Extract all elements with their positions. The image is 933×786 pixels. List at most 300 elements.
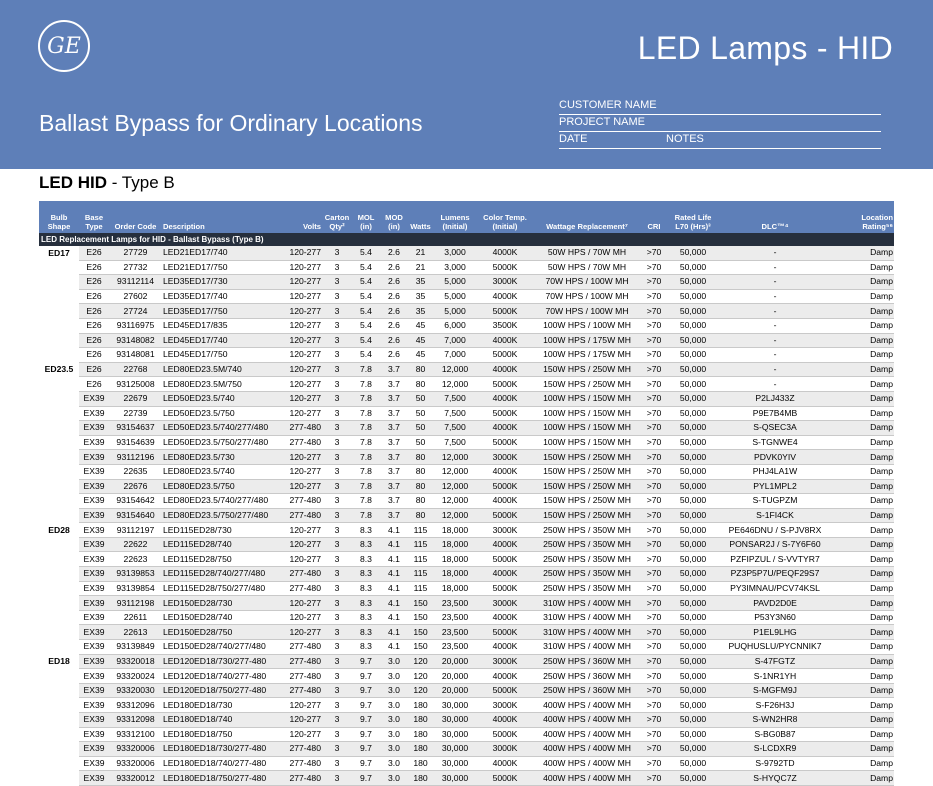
customer-name-field[interactable] xyxy=(559,98,881,115)
table-cell: 120-277 xyxy=(280,698,322,713)
table-cell: 2.6 xyxy=(380,333,408,348)
table-cell: 30,000 xyxy=(433,742,477,757)
table-cell: 3.7 xyxy=(380,479,408,494)
table-cell: Damp xyxy=(831,537,894,552)
table-cell: 8.3 xyxy=(352,625,380,640)
table-cell: 5000K xyxy=(477,625,533,640)
table-cell: 3 xyxy=(322,713,352,728)
table-cell: >70 xyxy=(641,304,667,319)
table-cell: 120-277 xyxy=(280,610,322,625)
table-cell: 3.0 xyxy=(380,698,408,713)
bulb-shape-cell xyxy=(39,421,79,436)
table-cell: S-9792TD xyxy=(719,756,831,771)
table-cell: 7,000 xyxy=(433,348,477,363)
table-cell: 3 xyxy=(322,464,352,479)
table-cell: 7.8 xyxy=(352,450,380,465)
table-row xyxy=(39,348,894,363)
table-row xyxy=(39,391,894,406)
table-row xyxy=(39,333,894,348)
table-row xyxy=(39,610,894,625)
table-cell: 50,000 xyxy=(667,537,719,552)
table-cell: 250W HPS / 350W MH xyxy=(533,567,641,582)
table-cell: 115 xyxy=(408,523,433,538)
table-cell: 50,000 xyxy=(667,523,719,538)
table-cell: 80 xyxy=(408,494,433,509)
table-cell: 93154642 xyxy=(109,494,162,509)
table-cell: 7.8 xyxy=(352,508,380,523)
table-cell: 50,000 xyxy=(667,610,719,625)
table-cell: 250W HPS / 360W MH xyxy=(533,654,641,669)
table-cell: 3 xyxy=(322,304,352,319)
table-cell: - xyxy=(719,260,831,275)
bulb-shape-cell xyxy=(39,742,79,757)
col-header: MOL (in) xyxy=(352,201,380,233)
table-cell: 5000K xyxy=(477,348,533,363)
table-cell: 120-277 xyxy=(280,333,322,348)
table-cell: Damp xyxy=(831,698,894,713)
table-row xyxy=(39,654,894,669)
table-cell: 7.8 xyxy=(352,362,380,377)
table-cell: 12,000 xyxy=(433,479,477,494)
table-cell: 4000K xyxy=(477,494,533,509)
table-cell: 115 xyxy=(408,552,433,567)
bulb-shape-cell: ED17 xyxy=(39,246,79,260)
table-cell: 3 xyxy=(322,596,352,611)
table-cell: 3 xyxy=(322,348,352,363)
table-cell: - xyxy=(719,362,831,377)
table-cell: LED150ED28/740 xyxy=(162,610,280,625)
bulb-shape-cell xyxy=(39,304,79,319)
table-cell: Damp xyxy=(831,362,894,377)
table-cell: 22676 xyxy=(109,479,162,494)
table-cell: 100W HPS / 150W MH xyxy=(533,435,641,450)
table-cell: LED180ED18/750 xyxy=(162,727,280,742)
table-cell: 5.4 xyxy=(352,260,380,275)
table-cell: - xyxy=(719,377,831,392)
table-cell: 120-277 xyxy=(280,479,322,494)
ge-logo xyxy=(38,20,90,72)
table-cell: LED115ED28/750 xyxy=(162,552,280,567)
table-cell: 5000K xyxy=(477,771,533,786)
table-cell: 3 xyxy=(322,450,352,465)
table-row xyxy=(39,567,894,582)
table-cell: 93312098 xyxy=(109,713,162,728)
table-cell: 180 xyxy=(408,698,433,713)
table-cell: 35 xyxy=(408,275,433,290)
table-cell: LED80ED23.5/750/277/480 xyxy=(162,508,280,523)
table-cell: EX39 xyxy=(79,727,109,742)
table-cell: P9E7B4MB xyxy=(719,406,831,421)
table-cell: 12,000 xyxy=(433,508,477,523)
table-cell: 250W HPS / 350W MH xyxy=(533,537,641,552)
table-cell: 3 xyxy=(322,406,352,421)
table-cell: >70 xyxy=(641,464,667,479)
table-cell: Damp xyxy=(831,756,894,771)
table-cell: 4000K xyxy=(477,464,533,479)
table-cell: 50,000 xyxy=(667,654,719,669)
table-cell: 5000K xyxy=(477,683,533,698)
table-cell: 6,000 xyxy=(433,318,477,333)
table-cell: LED80ED23.5/750 xyxy=(162,479,280,494)
table-cell: 2.6 xyxy=(380,348,408,363)
table-cell: 120-277 xyxy=(280,275,322,290)
table-cell: 93154637 xyxy=(109,421,162,436)
table-cell: 12,000 xyxy=(433,464,477,479)
table-cell: 250W HPS / 350W MH xyxy=(533,552,641,567)
table-cell: 12,000 xyxy=(433,362,477,377)
table-cell: 120-277 xyxy=(280,304,322,319)
table-cell: 50 xyxy=(408,435,433,450)
table-cell: 80 xyxy=(408,479,433,494)
table-cell: 120-277 xyxy=(280,537,322,552)
table-cell: 22623 xyxy=(109,552,162,567)
table-cell: 50,000 xyxy=(667,318,719,333)
table-cell: 8.3 xyxy=(352,610,380,625)
table-cell: 3 xyxy=(322,742,352,757)
table-cell: PE646DNU / S-PJV8RX xyxy=(719,523,831,538)
table-cell: Damp xyxy=(831,567,894,582)
table-row xyxy=(39,450,894,465)
table-cell: 3000K xyxy=(477,742,533,757)
col-header: Order Code xyxy=(109,201,162,233)
table-cell: >70 xyxy=(641,625,667,640)
table-cell: EX39 xyxy=(79,669,109,684)
table-cell: Damp xyxy=(831,596,894,611)
table-cell: 5000K xyxy=(477,508,533,523)
table-row xyxy=(39,246,894,260)
table-cell: 4000K xyxy=(477,391,533,406)
table-cell: >70 xyxy=(641,771,667,786)
table-cell: Damp xyxy=(831,683,894,698)
table-cell: 50,000 xyxy=(667,450,719,465)
table-cell: 5000K xyxy=(477,581,533,596)
table-cell: >70 xyxy=(641,567,667,582)
table-cell: Damp xyxy=(831,333,894,348)
col-header: CRI xyxy=(641,201,667,233)
section-title-rest: - Type B xyxy=(107,173,175,192)
bulb-shape-cell: ED28 xyxy=(39,523,79,538)
table-cell: EX39 xyxy=(79,523,109,538)
bulb-shape-cell xyxy=(39,508,79,523)
table-cell: 120-277 xyxy=(280,377,322,392)
table-cell: 93320012 xyxy=(109,771,162,786)
table-cell: E26 xyxy=(79,333,109,348)
table-cell: >70 xyxy=(641,683,667,698)
project-name-field[interactable] xyxy=(559,115,881,132)
table-cell: 23,500 xyxy=(433,640,477,655)
table-cell: 7.8 xyxy=(352,421,380,436)
table-cell: 3 xyxy=(322,669,352,684)
table-cell: 310W HPS / 400W MH xyxy=(533,610,641,625)
table-cell: 150W HPS / 250W MH xyxy=(533,494,641,509)
table-cell: 50,000 xyxy=(667,552,719,567)
table-cell: EX39 xyxy=(79,581,109,596)
table-row xyxy=(39,494,894,509)
bulb-shape-cell xyxy=(39,581,79,596)
bulb-shape-cell xyxy=(39,683,79,698)
table-cell: Damp xyxy=(831,246,894,260)
table-cell: LED180ED18/730 xyxy=(162,698,280,713)
bulb-shape-cell: ED18 xyxy=(39,654,79,669)
table-cell: 50,000 xyxy=(667,479,719,494)
table-cell: Damp xyxy=(831,464,894,479)
table-row xyxy=(39,479,894,494)
table-cell: EX39 xyxy=(79,742,109,757)
table-cell: Damp xyxy=(831,304,894,319)
table-cell: S-HYQC7Z xyxy=(719,771,831,786)
table-cell: P53Y3N60 xyxy=(719,610,831,625)
date-label: DATE xyxy=(559,133,588,145)
table-cell: 3 xyxy=(322,260,352,275)
table-cell: 70W HPS / 100W MH xyxy=(533,275,641,290)
table-cell: LED21ED17/750 xyxy=(162,260,280,275)
table-cell: 18,000 xyxy=(433,537,477,552)
table-cell: - xyxy=(719,333,831,348)
table-cell: 3500K xyxy=(477,318,533,333)
table-cell: LED80ED23.5/740/277/480 xyxy=(162,494,280,509)
bulb-shape-cell xyxy=(39,406,79,421)
table-cell: 277-480 xyxy=(280,494,322,509)
table-cell: 180 xyxy=(408,727,433,742)
table-cell: 93312100 xyxy=(109,727,162,742)
table-cell: 2.6 xyxy=(380,318,408,333)
table-cell: 5000K xyxy=(477,727,533,742)
table-cell: 93139853 xyxy=(109,567,162,582)
bulb-shape-cell xyxy=(39,698,79,713)
bulb-shape-cell xyxy=(39,391,79,406)
table-cell: 3 xyxy=(322,435,352,450)
table-cell: 30,000 xyxy=(433,756,477,771)
table-cell: 100W HPS / 150W MH xyxy=(533,421,641,436)
table-cell: LED50ED23.5/750/277/480 xyxy=(162,435,280,450)
table-row xyxy=(39,435,894,450)
table-row xyxy=(39,377,894,392)
table-cell: 93112114 xyxy=(109,275,162,290)
table-cell: 3 xyxy=(322,377,352,392)
table-cell: EX39 xyxy=(79,698,109,713)
table-cell: LED80ED23.5M/740 xyxy=(162,362,280,377)
table-cell: LED21ED17/740 xyxy=(162,246,280,260)
table-cell: 9.7 xyxy=(352,698,380,713)
table-cell: 7.8 xyxy=(352,391,380,406)
table-cell: 93112196 xyxy=(109,450,162,465)
table-cell: 5000K xyxy=(477,377,533,392)
table-cell: 50,000 xyxy=(667,391,719,406)
table-cell: EX39 xyxy=(79,406,109,421)
table-cell: 3000K xyxy=(477,275,533,290)
table-cell: PDVK0YIV xyxy=(719,450,831,465)
table-cell: 180 xyxy=(408,713,433,728)
table-cell: 45 xyxy=(408,348,433,363)
table-cell: E26 xyxy=(79,304,109,319)
table-cell: >70 xyxy=(641,508,667,523)
table-cell: 400W HPS / 400W MH xyxy=(533,713,641,728)
table-cell: 3,000 xyxy=(433,246,477,260)
table-cell: 120 xyxy=(408,654,433,669)
bulb-shape-cell xyxy=(39,260,79,275)
table-cell: 120-277 xyxy=(280,464,322,479)
table-cell: EX39 xyxy=(79,450,109,465)
table-cell: 30,000 xyxy=(433,727,477,742)
table-cell: 27602 xyxy=(109,289,162,304)
table-cell: 7,500 xyxy=(433,435,477,450)
table-cell: Damp xyxy=(831,771,894,786)
table-cell: Damp xyxy=(831,348,894,363)
bulb-shape-cell xyxy=(39,727,79,742)
table-cell: 120-277 xyxy=(280,348,322,363)
table-cell: 4000K xyxy=(477,421,533,436)
table-cell: 3000K xyxy=(477,450,533,465)
table-cell: 5000K xyxy=(477,479,533,494)
table-cell: 115 xyxy=(408,537,433,552)
table-cell: 7.8 xyxy=(352,435,380,450)
table-cell: 80 xyxy=(408,508,433,523)
table-cell: 22611 xyxy=(109,610,162,625)
table-cell: 277-480 xyxy=(280,508,322,523)
date-notes-field[interactable] xyxy=(559,132,881,149)
table-cell: 93148082 xyxy=(109,333,162,348)
table-cell: 4000K xyxy=(477,756,533,771)
table-cell: 2.6 xyxy=(380,289,408,304)
col-header: Volts xyxy=(280,201,322,233)
table-cell: 3.0 xyxy=(380,683,408,698)
table-cell: 3 xyxy=(322,333,352,348)
table-cell: 3 xyxy=(322,318,352,333)
table-cell: LED35ED17/750 xyxy=(162,304,280,319)
table-cell: 7.8 xyxy=(352,494,380,509)
table-cell: 7.8 xyxy=(352,464,380,479)
table-cell: 150W HPS / 250W MH xyxy=(533,450,641,465)
table-cell: >70 xyxy=(641,610,667,625)
table-cell: LED150ED28/750 xyxy=(162,625,280,640)
notes-label: NOTES xyxy=(666,133,704,145)
table-cell: 3.7 xyxy=(380,435,408,450)
table-cell: 4000K xyxy=(477,610,533,625)
table-cell: 4.1 xyxy=(380,625,408,640)
table-cell: 3.7 xyxy=(380,391,408,406)
table-cell: 7.8 xyxy=(352,406,380,421)
bulb-shape-cell xyxy=(39,348,79,363)
table-cell: 18,000 xyxy=(433,567,477,582)
table-cell: 277-480 xyxy=(280,756,322,771)
customer-name-label: CUSTOMER NAME xyxy=(559,99,657,111)
table-cell: 4000K xyxy=(477,669,533,684)
table-row xyxy=(39,406,894,421)
table-row xyxy=(39,362,894,377)
table-cell: 21 xyxy=(408,246,433,260)
table-cell: 7.8 xyxy=(352,377,380,392)
table-cell: 400W HPS / 400W MH xyxy=(533,727,641,742)
table-cell: LED180ED18/750/277-480 xyxy=(162,771,280,786)
table-cell: PZ3P5P7U/PEQF29S7 xyxy=(719,567,831,582)
table-cell: 50,000 xyxy=(667,756,719,771)
table-cell: 30,000 xyxy=(433,698,477,713)
table-cell: >70 xyxy=(641,552,667,567)
table-cell: 3 xyxy=(322,275,352,290)
table-cell: E26 xyxy=(79,275,109,290)
table-cell: 7,000 xyxy=(433,333,477,348)
table-cell: 100W HPS / 175W MH xyxy=(533,333,641,348)
table-cell: LED35ED17/740 xyxy=(162,289,280,304)
table-row xyxy=(39,421,894,436)
table-row xyxy=(39,683,894,698)
table-cell: EX39 xyxy=(79,479,109,494)
table-cell: 5000K xyxy=(477,435,533,450)
table-cell: 3 xyxy=(322,581,352,596)
table-cell: 7,500 xyxy=(433,406,477,421)
table-cell: S-F26H3J xyxy=(719,698,831,713)
table-cell: 4.1 xyxy=(380,523,408,538)
table-cell: LED120ED18/740/277-480 xyxy=(162,669,280,684)
table-cell: Damp xyxy=(831,391,894,406)
table-cell: 50,000 xyxy=(667,304,719,319)
table-cell: LED120ED18/750/277-480 xyxy=(162,683,280,698)
table-cell: 120-277 xyxy=(280,391,322,406)
table-cell: 100W HPS / 175W MH xyxy=(533,348,641,363)
table-cell: 20,000 xyxy=(433,683,477,698)
bulb-shape-cell xyxy=(39,713,79,728)
table-row xyxy=(39,289,894,304)
table-cell: LED115ED28/740/277/480 xyxy=(162,567,280,582)
table-cell: 120-277 xyxy=(280,713,322,728)
table-cell: 80 xyxy=(408,464,433,479)
table-row xyxy=(39,537,894,552)
bulb-shape-cell xyxy=(39,450,79,465)
table-cell: 22768 xyxy=(109,362,162,377)
col-header: Watts xyxy=(408,201,433,233)
table-cell: >70 xyxy=(641,742,667,757)
table-cell: 80 xyxy=(408,362,433,377)
table-cell: 277-480 xyxy=(280,567,322,582)
table-cell: 277-480 xyxy=(280,771,322,786)
table-cell: 150 xyxy=(408,640,433,655)
table-cell: 5000K xyxy=(477,406,533,421)
table-cell: 4000K xyxy=(477,333,533,348)
table-cell: EX39 xyxy=(79,683,109,698)
table-cell: >70 xyxy=(641,275,667,290)
table-cell: 3.0 xyxy=(380,727,408,742)
table-cell: 3000K xyxy=(477,523,533,538)
table-cell: 100W HPS / 100W MH xyxy=(533,318,641,333)
table-body xyxy=(39,233,894,785)
table-cell: 250W HPS / 350W MH xyxy=(533,523,641,538)
table-cell: >70 xyxy=(641,479,667,494)
table-subheader-row xyxy=(39,233,894,246)
table-row xyxy=(39,640,894,655)
table-cell: 3.7 xyxy=(380,494,408,509)
table-cell: EX39 xyxy=(79,610,109,625)
table-cell: 50,000 xyxy=(667,246,719,260)
table-cell: EX39 xyxy=(79,494,109,509)
table-cell: Damp xyxy=(831,727,894,742)
table-row xyxy=(39,625,894,640)
table-row xyxy=(39,756,894,771)
table-cell: 2.6 xyxy=(380,260,408,275)
table-cell: 310W HPS / 400W MH xyxy=(533,596,641,611)
table-cell: 3 xyxy=(322,289,352,304)
table-cell: 3 xyxy=(322,479,352,494)
table-cell: 3 xyxy=(322,610,352,625)
bulb-shape-cell xyxy=(39,771,79,786)
table-cell: Damp xyxy=(831,494,894,509)
bulb-shape-cell xyxy=(39,567,79,582)
table-cell: 8.3 xyxy=(352,567,380,582)
table-cell: 3 xyxy=(322,508,352,523)
table-cell: 18,000 xyxy=(433,523,477,538)
table-cell: 2.6 xyxy=(380,246,408,260)
bulb-shape-cell xyxy=(39,494,79,509)
bulb-shape-cell xyxy=(39,275,79,290)
